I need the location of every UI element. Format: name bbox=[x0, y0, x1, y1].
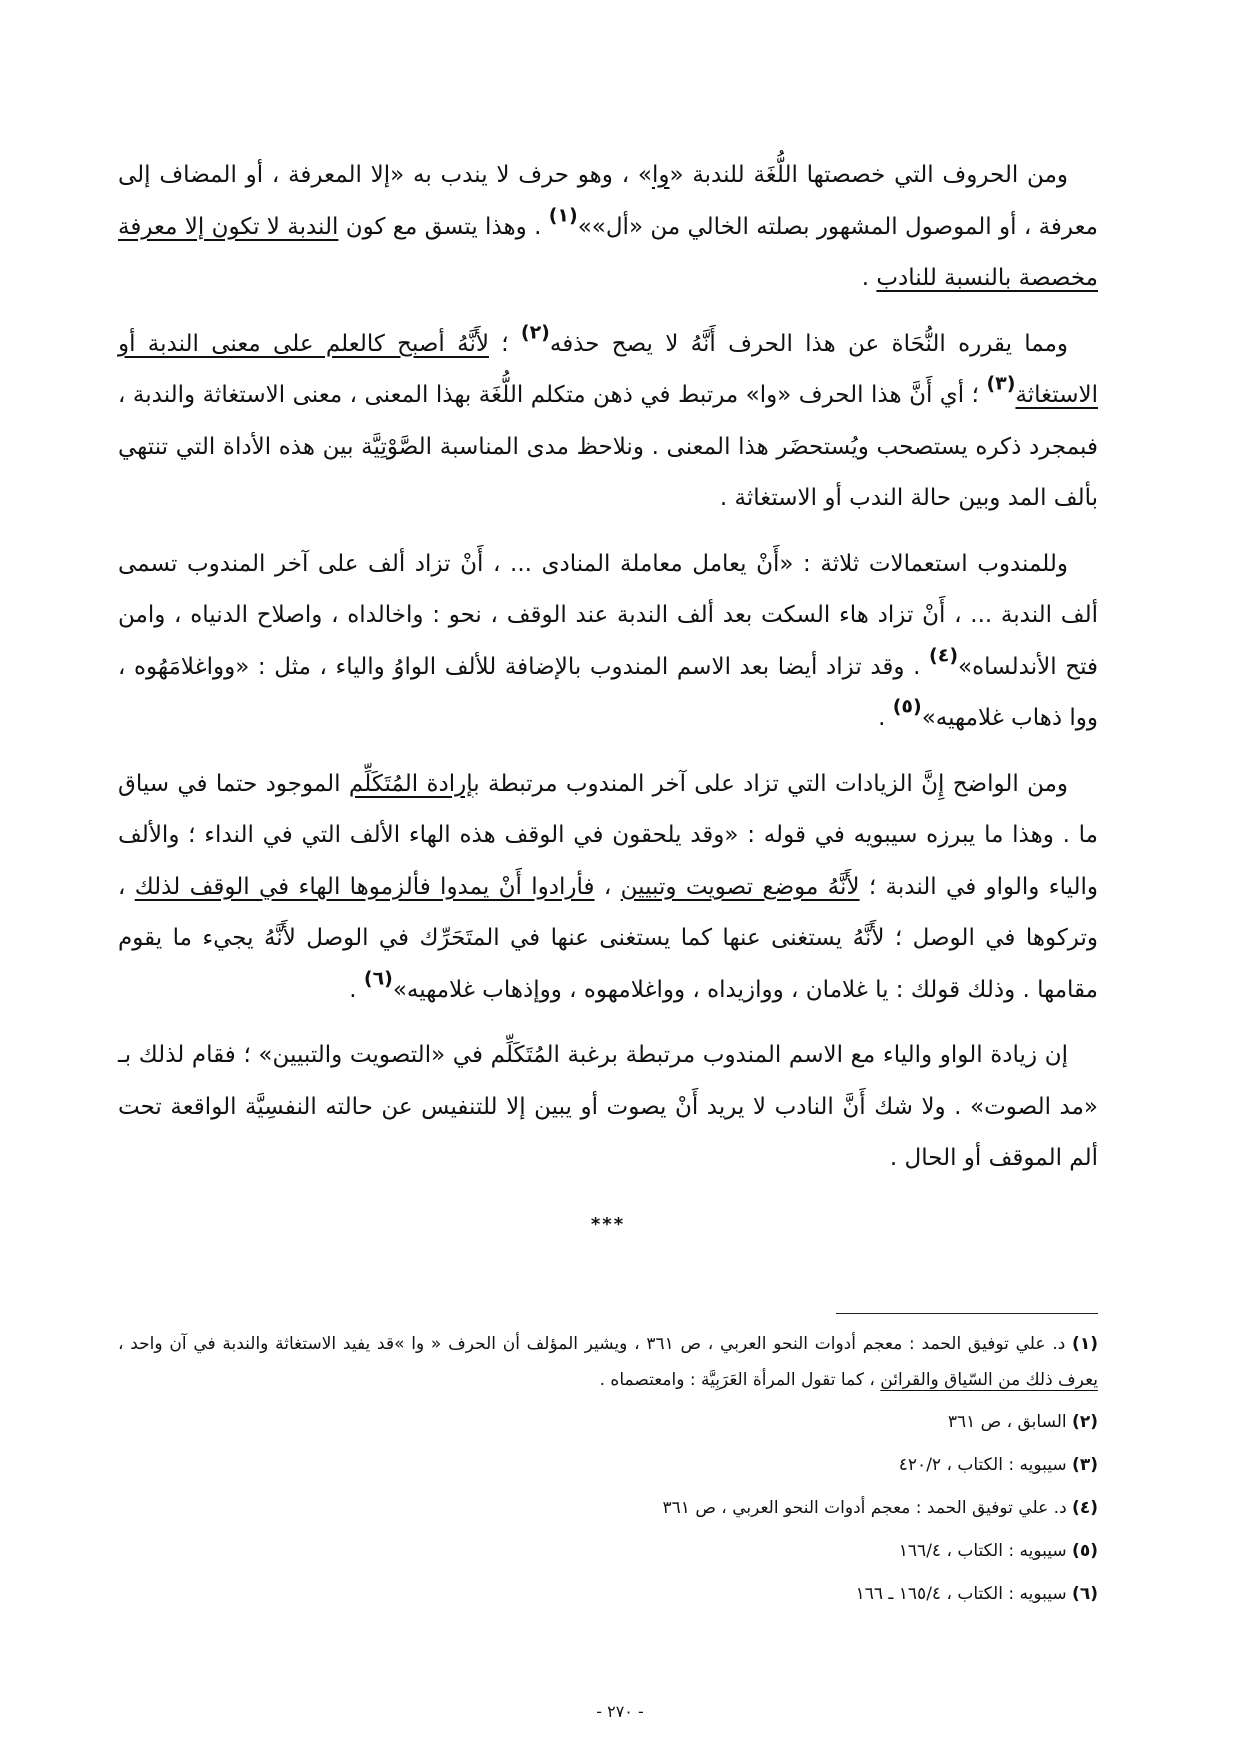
main-text bbox=[118, 150, 1098, 1250]
footnote-text: ، كما تقول المرأة العَرَبِيَّة : وامعتصماه . bbox=[599, 1370, 881, 1390]
text-run: . وقد تزاد أيضا بعد الاسم المندوب بالإضافة للألف الواوُ والياء ، مثل : «وواغلامَهُوه ، ووا ذهاب غلامهيه» bbox=[118, 653, 1098, 731]
footnote-ref-4[interactable]: (٤) bbox=[929, 644, 958, 667]
footnote-number: (٦) bbox=[1072, 1584, 1098, 1604]
text-run: ؛ bbox=[488, 330, 521, 357]
footnote-text: سيبويه : الكتاب ، ٤٢٠/٢ bbox=[898, 1455, 1073, 1475]
text-run: » ، وهو حرف لا يندب به «إلا المعرفة ، أو المضاف إلى معرفة ، أو الموصول المشهور بصلته الخالي من «أل»» bbox=[118, 162, 1098, 240]
footnote-text: السابق ، ص ٣٦١ bbox=[947, 1412, 1073, 1432]
footnote-ref-1[interactable]: (١) bbox=[548, 204, 578, 227]
text-run: ومن الواضح إِنَّ الزيادات التي تزاد على آخر المندوب مرتبطة ب bbox=[473, 770, 1069, 797]
footnote-text: د. علي توفيق الحمد : معجم أدوات النحو العربي ، ص ٣٦١ ، ويشير المؤلف أن الحرف « وا »قد يفيد الاستغاثة والندبة في آن واحد ، bbox=[118, 1334, 1073, 1354]
footnote-ref-3[interactable]: (٣) bbox=[986, 372, 1016, 395]
text-run: إن زيادة الواو والياء مع الاسم المندوب مرتبطة برغبة المُتَكَلِّم في «التصويت والتبيين» ؛ فقام لذلك بـ «مد الصوت» . ولا شك أَنَّ النادب لا يريد أَنْ يصوت أو يبين إلا للتنفيس عن حالته النفسِيَّة الواقعة تحت ألم الموقف أو الحال . bbox=[118, 1042, 1098, 1171]
underlined-text: لأَنَّهُ أصبح كالعلم على معنى الندبة أو الاستغاثة bbox=[118, 330, 1098, 408]
footnote-number: (٢) bbox=[1072, 1412, 1098, 1432]
footnote-6 bbox=[118, 1576, 1098, 1612]
footnote-number: (٥) bbox=[1072, 1541, 1098, 1561]
underlined-text: الندبة لا تكون إلا معرفة مخصصة بالنسبة للنادب bbox=[118, 213, 1098, 291]
text-run: . وهذا يتسق مع كون bbox=[338, 213, 549, 240]
text-run: . bbox=[349, 976, 364, 1003]
paragraph-4 bbox=[118, 759, 1098, 1017]
footnote-ref-5[interactable]: (٥) bbox=[892, 695, 922, 718]
underlined-text: وا bbox=[651, 162, 670, 188]
text-run: الموجود حتما في سياق ما . وهذا ما يبرزه سيبويه في قوله : «وقد يلحقون في الوقف هذه الهاء الألف التي في النداء ؛ والألف والياء والواو في الندبة ؛ bbox=[118, 770, 1099, 900]
footnote-3 bbox=[118, 1447, 1098, 1483]
footnote-1 bbox=[118, 1326, 1098, 1398]
paragraph-2 bbox=[118, 319, 1098, 525]
footnote-5 bbox=[118, 1533, 1098, 1569]
section-separator: *** bbox=[590, 1213, 626, 1235]
footnote-2 bbox=[118, 1404, 1098, 1440]
text-run: . bbox=[861, 265, 877, 291]
paragraph-3 bbox=[118, 539, 1098, 745]
underlined-text: إرادة المُتَكَلِّم bbox=[348, 770, 474, 797]
underlined-text: فأرادوا أَنْ يمدوا فألزموها الهاء في الوقف لذلك bbox=[134, 873, 595, 900]
footnotes bbox=[118, 1326, 1098, 1619]
text-run: ومن الحروف التي خصصتها اللُّغَة للندبة « bbox=[669, 162, 1068, 188]
footnote-divider bbox=[836, 1313, 1098, 1314]
footnote-number: (٤) bbox=[1072, 1498, 1098, 1518]
text-run: ومما يقرره النُّحَاة عن هذا الحرف أَنَّهُ لا يصح حذفه bbox=[549, 330, 1068, 357]
footnote-text: د. علي توفيق الحمد : معجم أدوات النحو العربي ، ص ٣٦١ bbox=[662, 1498, 1073, 1518]
paragraph-5 bbox=[118, 1030, 1098, 1185]
footnote-number: (٣) bbox=[1072, 1455, 1098, 1475]
footnote-4 bbox=[118, 1490, 1098, 1526]
footnote-text: سيبويه : الكتاب ، ١٦٦/٤ bbox=[898, 1541, 1073, 1561]
text-run: وللمندوب استعمالات ثلاثة : «أَنْ يعامل معاملة المنادى ... ، أَنْ تزاد ألف على آخر المندوب تسمى ألف الندبة ... ، أَنْ تزاد هاء السكت بعد ألف الندبة عند الوقف ، نحو : واخالداه ، واصلاح الدنياه ، وامن فتح الأندلساه» bbox=[118, 550, 1099, 680]
underlined-text: لأَنَّهُ موضع تصويت وتبيين bbox=[620, 873, 860, 900]
underlined-text: يعرف ذلك من السّياق والقرائن bbox=[880, 1370, 1098, 1390]
text-run: ؛ أي أَنَّ هذا الحرف «وا» مرتبط في ذهن متكلم اللُّغَة بهذا المعنى ، معنى الاستغاثة والندبة ، فبمجرد ذكره يستصحب ويُستحضَر هذا المعنى . ونلاحظ مدى المناسبة الصَّوْتِيَّة بين هذه الأداة التي تنتهي بألف المد وبين حالة الندب أو الاستغاثة . bbox=[118, 382, 1098, 511]
footnote-ref-2[interactable]: (٢) bbox=[520, 321, 550, 344]
footnote-ref-6[interactable]: (٦) bbox=[363, 967, 393, 990]
paragraph-1 bbox=[118, 150, 1098, 305]
page-number: - ٢٧٠ - bbox=[596, 1702, 644, 1721]
text-run: . bbox=[878, 705, 893, 731]
footnote-text: سيبويه : الكتاب ، ١٦٥/٤ ـ ١٦٦ bbox=[855, 1584, 1073, 1604]
text-run: ، bbox=[594, 873, 621, 900]
footnote-number: (١) bbox=[1072, 1334, 1098, 1354]
text-run: ، وتركوها في الوصل ؛ لأَنَّهُ يستغنى عنها كما يستغنى عنها في المتَحَرِّك في الوصل لأَنَّهُ يجيء ما يقوم مقامها . وذلك قولك : يا غلامان ، ووازيداه ، وواغلامهوه ، ووإذهاب غلامهيه» bbox=[118, 873, 1098, 1003]
